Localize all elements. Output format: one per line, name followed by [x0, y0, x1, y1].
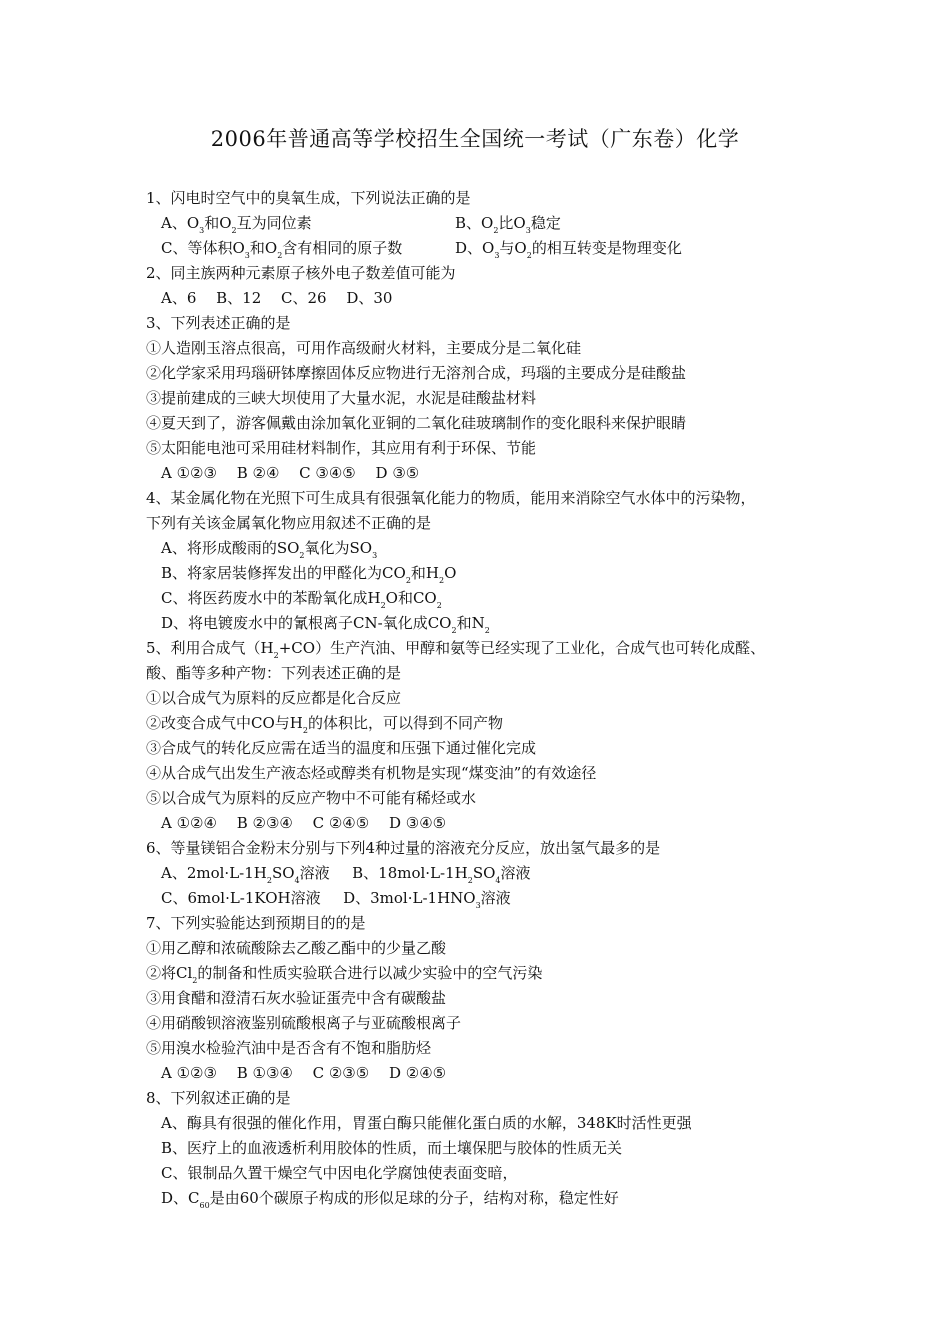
q8-option-b: B、医疗上的血液透析利用胶体的性质，而土壤保肥与胶体的性质无关 [161, 1139, 623, 1157]
q4-option-d: D、将电镀废水中的氰根离子CN-氧化成$CO_2$和$N_2$ [161, 614, 490, 635]
q6-option-d: D、$3mol\cdot L-1HNO_3$溶液 [343, 889, 511, 910]
q1-option-d: D、$O_3$与$O_2$的相互转变是物理变化 [455, 239, 682, 260]
q7-item-1: ①用乙醇和浓硫酸除去乙酸乙酯中的少量乙酸 [146, 939, 447, 957]
q1-options-row1 [146, 211, 836, 236]
q1-option-c: C、等体积$O_3$和$O_2$含有相同的原子数 [161, 239, 403, 260]
q6-options-row1 [146, 861, 836, 886]
q5-item-1: ①以合成气为原料的反应都是化合反应 [146, 689, 402, 707]
q7-item-4: ④用硝酸钡溶液鉴别硫酸根离子与亚硫酸根离子 [146, 1014, 462, 1032]
q3-options: A ①②③ B ②④ C ③④⑤ D ③⑤ [161, 464, 420, 482]
q4-option-a: A、将形成酸雨的$SO_2$氧化为$SO_3$ [161, 539, 378, 560]
q1-options-row2 [146, 236, 836, 261]
q6-option-a: A、$2mol\cdot L-1H_2SO_4$溶液 [161, 864, 330, 885]
q2-stem: 2、同主族两种元素原子核外电子数差值可能为 [146, 264, 456, 282]
q3-item-4: ④夏天到了，游客佩戴由涂加氧化亚铜的二氧化硅玻璃制作的变化眼科来保护眼睛 [146, 414, 687, 432]
q8-option-c: C、银制品久置干燥空气中因电化学腐蚀使表面变暗， [161, 1164, 518, 1182]
q6-option-c: C、6mol·L-1KOH溶液 [161, 889, 321, 907]
q7-item-3: ③用食醋和澄清石灰水验证蛋壳中含有碳酸盐 [146, 989, 447, 1007]
q3-item-5: ⑤太阳能电池可采用硅材料制作，其应用有利于环保、节能 [146, 439, 537, 457]
q5-stem-line1: 5、利用合成气$(H_2+CO)$生产汽油、甲醇和氨等已经实现了工业化，合成气也可转化成醛、 [146, 639, 766, 660]
q5-item-4: ④从合成气出发生产液态烃或醇类有机物是实现“煤变油”的有效途径 [146, 764, 597, 782]
question-list [146, 186, 836, 1211]
q8-option-a: A、酶具有很强的催化作用，胃蛋白酶只能催化蛋白质的水解，348K时活性更强 [161, 1114, 692, 1132]
q7-options: A ①②③ B ①③④ C ②③⑤ D ②④⑤ [161, 1064, 447, 1082]
q8-option-d: D、$C_{60}$是由60个碳原子构成的形似足球的分子，结构对称，稳定性好 [161, 1189, 619, 1210]
document-title: 2006年普通高等学校招生全国统一考试（广东卷）化学 [210, 127, 740, 151]
q7-stem: 7、下列实验能达到预期目的的是 [146, 914, 366, 932]
q5-item-5: ⑤以合成气为原料的反应产物中不可能有稀烃或水 [146, 789, 477, 807]
q1-option-b: B、$O_2$比$O_3$稳定 [455, 214, 561, 235]
q4-stem-line1: 4、某金属化物在光照下可生成具有很强氧化能力的物质，能用来消除空气水体中的污染物， [146, 489, 756, 507]
q3-item-2: ②化学家采用玛瑙研钵摩擦固体反应物进行无溶剂合成，玛瑙的主要成分是硅酸盐 [146, 364, 687, 382]
q1-stem: 1、闪电时空气中的臭氧生成，下列说法正确的是 [146, 189, 471, 207]
q4-stem-line2: 下列有关该金属氧化物应用叙述不正确的是 [146, 514, 432, 532]
q1-option-a: A、$O_3$和$O_2$互为同位素 [161, 214, 312, 235]
q3-item-1: ①人造刚玉溶点很高，可用作高级耐火材料，主要成分是二氧化硅 [146, 339, 582, 357]
q4-option-b: B、将家居装修挥发出的甲醛化为$CO_2$和$H_2O$ [161, 564, 457, 585]
q6-option-b: B、$18mol\cdot L-1H_2SO_4$溶液 [352, 864, 531, 885]
q5-item-2: ②改变合成气中CO与$H_2$的体积比，可以得到不同产物 [146, 714, 503, 735]
q3-stem: 3、下列表述正确的是 [146, 314, 291, 332]
q6-options-row2 [146, 886, 836, 911]
q3-item-3: ③提前建成的三峡大坝使用了大量水泥，水泥是硅酸盐材料 [146, 389, 537, 407]
q5-stem-line2: 酸、酯等多种产物：下列表述正确的是 [146, 664, 402, 682]
q4-option-c: C、将医药废水中的苯酚氧化成$H_2O$和$CO_2$ [161, 589, 442, 610]
q7-item-5: ⑤用溴水检验汽油中是否含有不饱和脂肪烃 [146, 1039, 432, 1057]
q5-item-3: ③合成气的转化反应需在适当的温度和压强下通过催化完成 [146, 739, 537, 757]
q7-item-2: ②将$Cl_2$的制备和性质实验联合进行以减少实验中的空气污染 [146, 964, 543, 985]
q6-stem: 6、等量镁铝合金粉末分别与下列4种过量的溶液充分反应，放出氢气最多的是 [146, 839, 661, 857]
q2-options: A、6 B、12 C、26 D、30 [161, 289, 393, 307]
q8-stem: 8、下列叙述正确的是 [146, 1089, 291, 1107]
q5-options: A ①②④ B ②③④ C ②④⑤ D ③④⑤ [161, 814, 447, 832]
